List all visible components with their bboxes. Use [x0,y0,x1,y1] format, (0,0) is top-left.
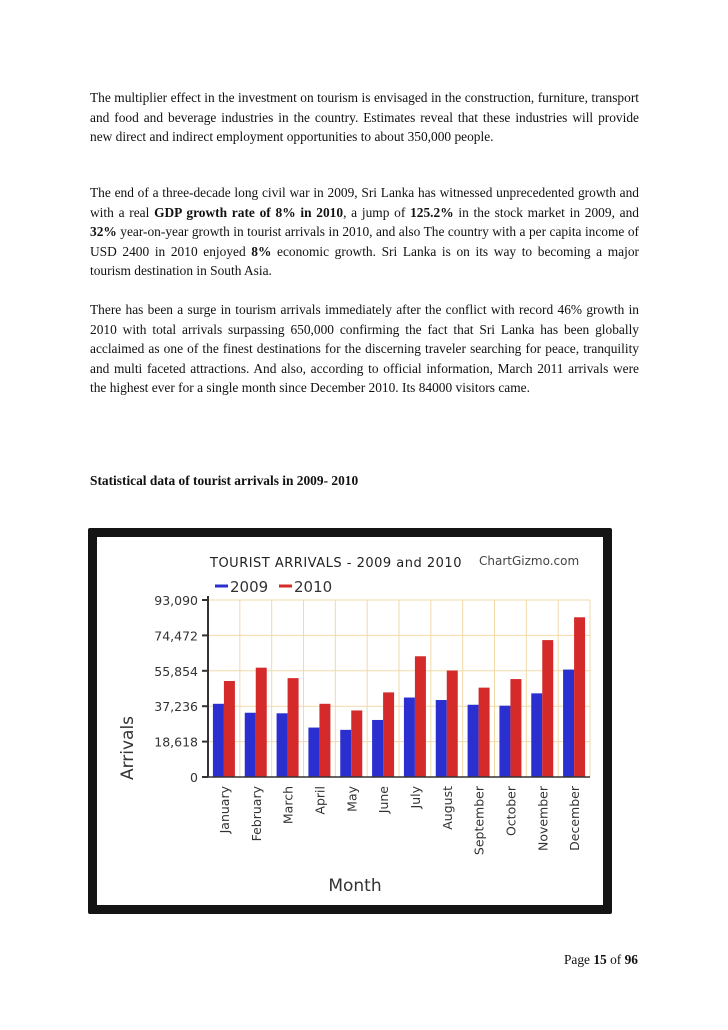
chart-x-axis-label: Month [328,876,382,896]
chart-title: TOURIST ARRIVALS - 2009 and 2010 [210,556,462,571]
x-tick-label: June [376,786,392,814]
x-tick-label: April [312,786,328,815]
bold-economic-growth: 8% [251,243,272,259]
bar-2010-august [447,671,458,777]
page-footer [564,952,638,968]
chart-panel [97,537,603,905]
bar-2010-may [351,710,362,777]
footer-current-page: 15 [593,952,607,967]
bar-2010-september [479,688,490,777]
x-tick-label: March [280,786,296,825]
paragraph-text-segment: year-on-year growth in tourist arrivals in 2010, and also The country with a per capita income of USD 2400 in 2010 enjoyed [90,224,639,259]
chart-frame [88,528,612,914]
x-tick-label: May [344,786,360,812]
chart-watermark: ChartGizmo.com [479,554,580,568]
bold-arrivals-growth: 32% [90,224,117,240]
y-tick-label: 93,090 [154,593,198,608]
bar-2009-september [468,705,479,777]
bar-2009-november [531,693,542,777]
y-tick-label: 18,618 [154,734,198,750]
legend-label-2010: 2010 [294,578,333,596]
paragraph-civil-war-growth [90,183,639,281]
paragraph-text: The multiplier effect in the investment on tourism is envisaged in the construction, furniture, transport and food and beverage industries in the country. Estimates reveal that these industries will provide new direct and indirect employment opportunities to about 350,000 people. [90,90,639,145]
bar-2009-january [213,704,224,777]
paragraph-text-segment: in the stock market in 2009, and [453,204,640,220]
bar-2009-july [404,698,415,777]
x-tick-label: October [503,786,519,837]
bar-2010-march [288,678,299,777]
bar-2010-january [224,681,235,777]
y-tick-label: 74,472 [154,628,198,644]
bar-2009-december [563,670,574,777]
paragraph-text-segment: The end of a three-decade long civil war in 2009, Sri Lanka has witnessed unprecedented growth and with a real [90,185,639,220]
y-tick-label: 0 [190,770,198,785]
x-tick-label: November [535,786,551,852]
footer-total-pages: 96 [624,952,638,967]
x-tick-label: January [216,786,232,834]
tourist-arrivals-chart [97,537,603,905]
bar-2009-october [499,706,510,777]
bar-2010-april [319,704,330,777]
bar-2010-july [415,656,426,777]
paragraph-multiplier-effect [90,88,639,147]
bar-2009-august [436,700,447,777]
y-tick-label: 55,854 [154,663,198,679]
x-tick-label: September [471,786,487,856]
legend-label-2009: 2009 [230,578,269,596]
paragraph-text-segment: , a jump of [343,204,411,220]
y-tick-label: 37,236 [154,699,198,715]
chart-y-axis-label: Arrivals [118,715,138,781]
bar-2010-june [383,692,394,777]
section-heading: Statistical data of tourist arrivals in 2009- 2010 [90,473,359,488]
x-tick-label: December [567,786,583,851]
footer-prefix: Page [563,952,594,967]
x-tick-label: July [407,786,423,809]
paragraph-tourism-surge [90,300,639,398]
bar-2010-november [542,640,553,777]
bar-2010-february [256,668,267,777]
bar-2009-june [372,720,383,777]
paragraph-text: There has been a surge in tourism arrivals immediately after the conflict with record 46% growth in 2010 with total arrivals surpassing 650,000 confirming the fact that Sri Lanka has been globally acclaimed as one of the finest destinations for the discerning traveler searching for peace, tranquility and multi faceted attractions. And also, according to official information, March 2011 arrivals were the highest ever for a single month since December 2010. Its 84000 visitors came. [90,302,639,396]
bar-2010-october [510,679,521,777]
footer-middle: of [606,952,625,967]
bar-2009-february [245,713,256,777]
x-tick-label: August [439,786,455,830]
bar-2009-april [308,728,319,777]
bar-2010-december [574,617,585,777]
bar-2009-march [277,713,288,777]
bar-2009-may [340,730,351,777]
bold-stock-market-jump: 125.2% [410,204,454,220]
x-tick-label: February [248,786,264,842]
paragraph-text-segment: economic growth. Sri Lanka is on its way to becoming a major tourism destination in South Asia. [90,243,639,279]
bold-gdp-growth: GDP growth rate of 8% in 2010 [154,204,344,220]
